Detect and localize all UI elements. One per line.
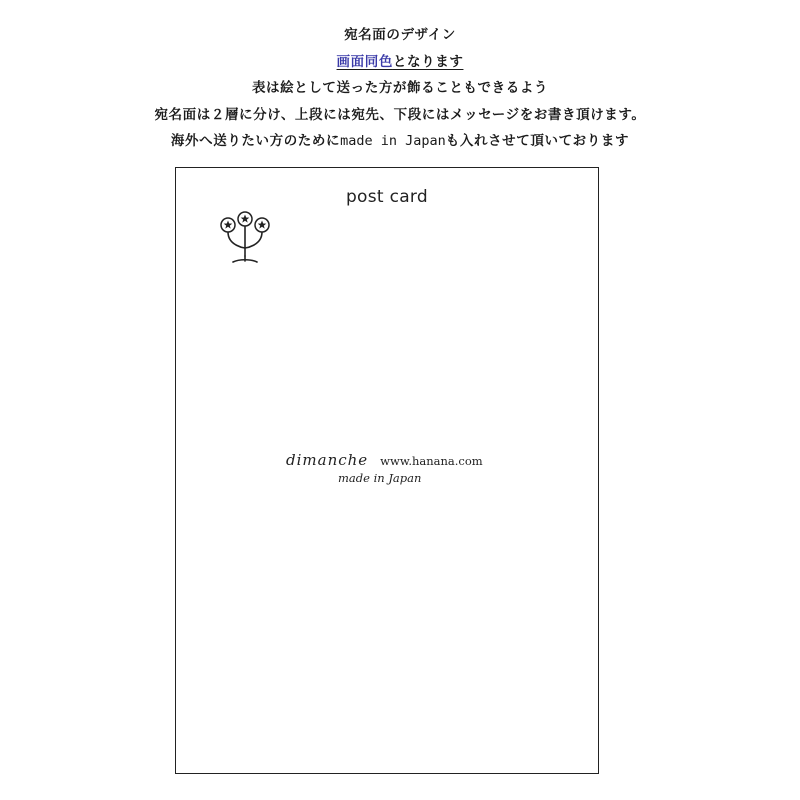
intro-line-1 <box>0 22 800 49</box>
color-note <box>337 54 464 70</box>
postcard-imprint <box>286 450 506 485</box>
color-note-highlight: 画面同色 <box>336 53 393 70</box>
brand-name: dimanche <box>286 451 369 469</box>
intro-line-4 <box>0 102 800 129</box>
website-url: www.hanana.com <box>380 454 483 468</box>
intro-line-3-text: 表は絵として送った方が飾ることもできるよう <box>251 80 549 96</box>
intro-text <box>0 22 800 155</box>
intro-line-5-pre: 海外へ送りたい方のために <box>170 133 341 149</box>
intro-line-5-post: も入れさせて頂いております <box>445 133 630 149</box>
postcard-title: post card <box>345 187 429 207</box>
intro-line-5-code: made in Japan <box>340 133 446 149</box>
intro-line-3 <box>0 75 800 102</box>
postcard-address-side <box>175 167 599 774</box>
origin-label: made in Japan <box>338 471 422 485</box>
intro-line-5 <box>0 128 800 155</box>
intro-line-2 <box>0 49 800 76</box>
intro-line-4-text: 宛名面は２層に分け、上段には宛先、下段にはメッセージをお書き頂けます。 <box>154 106 646 123</box>
candelabra-flower-icon <box>216 206 274 268</box>
intro-line-1-text: 宛名面のデザイン <box>344 27 456 43</box>
color-note-rest: となります <box>392 53 464 70</box>
